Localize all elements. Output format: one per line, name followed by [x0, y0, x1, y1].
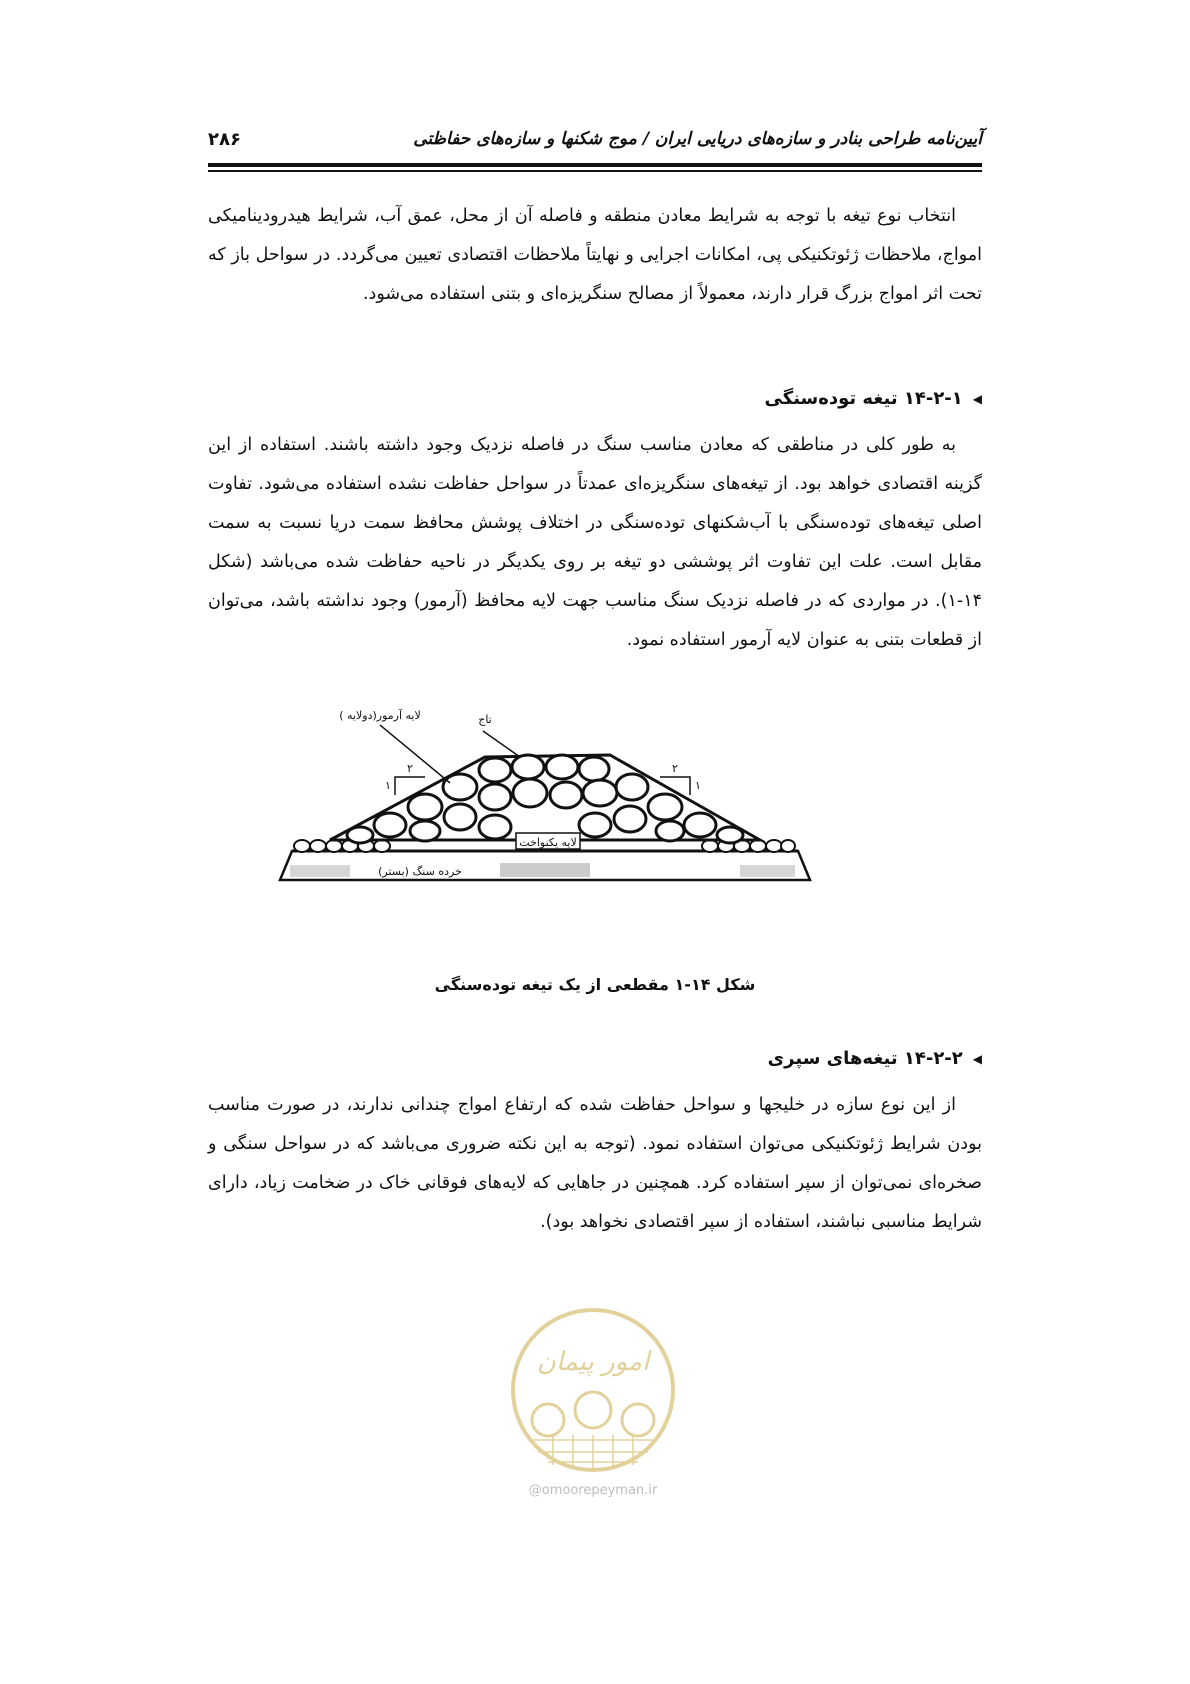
slope-run-left: ۲ [407, 762, 413, 775]
section-2-heading-text: ۱۴-۲-۲ تیغه‌های سپری [767, 1048, 963, 1069]
section-1-heading [208, 388, 982, 409]
core-label: لایه یکنواخت [519, 836, 577, 849]
watermark-url: @omoorepeyman.ir [528, 1483, 658, 1498]
page-header [208, 124, 982, 154]
section-1-paragraph [208, 426, 982, 660]
armor-leader [380, 725, 450, 783]
section-1-heading-text: ۱۴-۲-۱ تیغه توده‌سنگی [764, 388, 963, 409]
section-2-text: از این نوع سازه در خلیجها و سواحل حفاظت شده که ارتفاع امواج چندانی ندارند، در صورت مناسب بودن شرایط ژئوتکنیکی می‌توان استفاده نمود. (توجه به این نکته ضروری می‌باشد که در سواحل سنگی و صخره‌ای نمی‌توان از سپر استفاده کرد. همچنین در جاهایی که لایه‌های فوقانی خاک در ضخامت زیاد، دارای شرایط مناسبی نباشند، استفاده از سپر اقتصادی نخواهد بود). [208, 1095, 982, 1232]
page-number: ۲۸۶ [208, 128, 241, 150]
running-title: آیین‌نامه طراحی بنادر و سازه‌های دریایی ایران / موج شکنها و سازه‌های حفاظتی [413, 129, 982, 149]
logo-grid [533, 1435, 653, 1470]
intro-paragraph [208, 197, 982, 314]
armor-label: لایه آرمور(دولایه ) [339, 709, 421, 722]
section-2-heading [208, 1048, 982, 1069]
intro-text: انتخاب نوع تیغه با توجه به شرایط معادن منطقه و فاصله آن از محل، عمق آب، شرایط هیدرودینامیکی امواج، ملاحظات ژئوتکنیکی پی، امکانات اجرایی و نهایتاً ملاحظات اقتصادی تعیین می‌گردد. در سواحل باز که تحت اثر امواج بزرگ قرار دارند، معمولاً از مصالح سنگریزه‌ای و بتنی استفاده می‌شود. [208, 206, 982, 304]
header-rule-thin [208, 170, 982, 172]
rubble-mound-section-figure [280, 709, 810, 895]
header-rule-thick [208, 163, 982, 167]
logo-text: امور پیمان [536, 1347, 650, 1377]
slope-rise-right: ۱ [695, 779, 701, 792]
gear-icons [532, 1392, 654, 1436]
figure-caption: شکل ۱۴-۱ مقطعی از یک تیغه توده‌سنگی [434, 975, 756, 994]
section-2-paragraph [208, 1086, 982, 1242]
section-1-text: به طور کلی در مناطقی که معادن مناسب سنگ در فاصله نزدیک وجود داشته باشند. استفاده از این گزینه اقتصادی خواهد بود. از تیغه‌های سنگریزه‌ای عمدتاً در سواحل حفاظت نشده استفاده می‌شود. تفاوت اصلی تیغه‌های توده‌سنگی با آب‌شکنهای توده‌سنگی در اختلاف پوشش محافظ سمت دریا نسبت به سمت مقابل است. علت این تفاوت اثر پوششی دو تیغه بر روی یکدیگر در ناحیه حفاظت شده می‌باشد (شکل ۱۴-۱). در مواردی که در فاصله نزدیک سنگ مناسب جهت لایه محافظ (آرمور) وجود نداشته باشد، می‌توان از قطعات بتنی به عنوان لایه آرمور استفاده نمود. [208, 435, 982, 650]
watermark-logo [493, 1310, 693, 1510]
crown-leader [483, 731, 520, 757]
slope-rise-left: ۱ [385, 779, 391, 792]
bedding-label: خرده سنگ (بستر) [378, 865, 462, 878]
crown-label: تاج [478, 713, 492, 726]
triangle-bullet-icon: ◀ [972, 1052, 982, 1066]
slope-run-right: ۲ [672, 762, 678, 775]
triangle-bullet-icon: ◀ [972, 392, 982, 406]
